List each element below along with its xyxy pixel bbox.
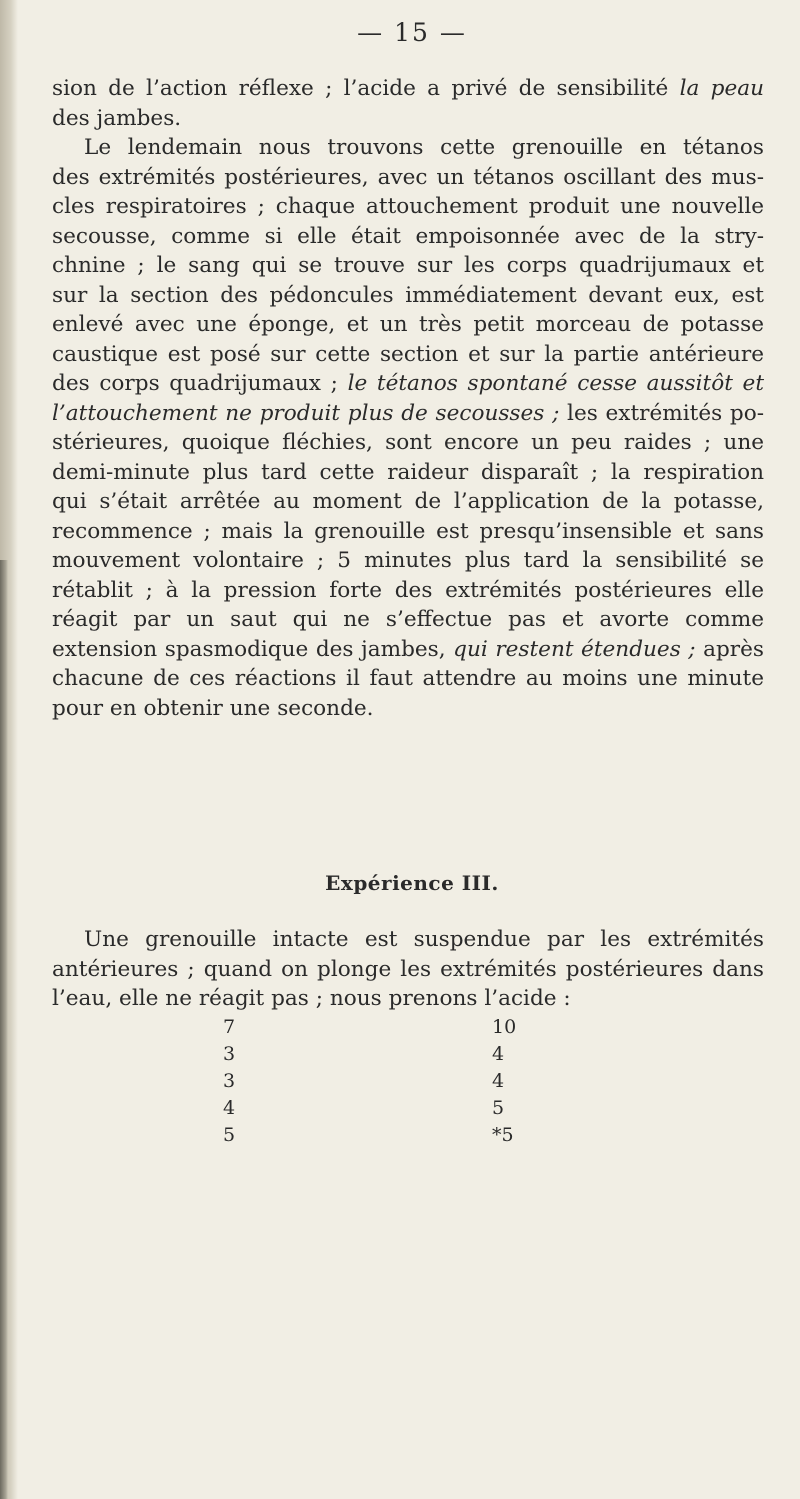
text-segment: des extrémités postérieures, avec un tétanos oscillant des mus-: [52, 164, 764, 190]
text-segment: chacune de ces réactions il faut attendre au moins une minute: [52, 666, 764, 691]
text-line: [52, 281, 764, 311]
text-line: [52, 664, 764, 694]
text-segment: demi-minute plus tard cette raideur disparaît ; la respiration: [52, 459, 764, 485]
text-line: [52, 399, 764, 429]
text-line: [52, 369, 764, 399]
binding-shadow: [0, 560, 8, 1499]
text-segment: recommence ; mais la grenouille est presqu’insensible et sans: [52, 518, 764, 544]
text-line: [52, 310, 764, 340]
number-column-right: [492, 1014, 516, 1149]
text-line: [52, 192, 764, 222]
text-segment: après: [695, 636, 764, 662]
text-line: [52, 104, 764, 134]
text-segment: caustique est posé sur cette section et sur la partie antérieure: [52, 341, 764, 367]
text-segment: mouvement volontaire ; 5 minutes plus tard la sensibilité se: [52, 548, 764, 573]
section-heading: Expérience III.: [325, 871, 499, 895]
text-line: [52, 694, 764, 724]
text-segment: sur la section des pédoncules immédiatement devant eux, est: [52, 282, 764, 308]
number-cell: 4: [492, 1043, 505, 1065]
number-cell: 10: [492, 1016, 517, 1038]
text-segment: enlevé avec une éponge, et un très petit morceau de potasse: [52, 312, 764, 337]
text-segment: pour en obtenir une seconde.: [52, 695, 374, 721]
text-segment: l’eau, elle ne réagit pas ; nous prenons l’acide :: [52, 986, 571, 1011]
text-segment: secousse, comme si elle était empoisonnée avec de la stry-: [52, 223, 764, 249]
text-line: [52, 458, 764, 488]
italic-text: l’attouchement ne produit plus de secousses ;: [52, 400, 560, 426]
paragraph-1: [52, 74, 764, 723]
text-segment: chnine ; le sang qui se trouve sur les corps quadrijumaux et: [52, 253, 764, 278]
text-segment: les extrémités po-: [559, 400, 765, 426]
number-cell: 7: [223, 1016, 236, 1038]
italic-text: qui restent étendues ;: [453, 636, 696, 662]
text-segment: cles respiratoires ; chaque attouchement produit une nouvelle: [52, 194, 764, 219]
paragraph-2: [52, 925, 764, 1014]
number-cell: 5: [223, 1124, 236, 1146]
text-segment: stérieures, quoique fléchies, sont encore un peu raides ; une: [52, 430, 764, 455]
number-cell: 3: [223, 1043, 236, 1065]
text-line: [52, 163, 764, 193]
text-segment: réagit par un saut qui ne s’effectue pas et avorte comme: [52, 607, 764, 632]
text-segment: extension spasmodique des jambes,: [52, 636, 454, 662]
number-column-left: [223, 1014, 235, 1149]
text-segment: Une grenouille intacte est suspendue par les extrémités: [84, 927, 764, 952]
text-line: [52, 428, 764, 458]
text-line: [52, 605, 764, 635]
text-segment: sion de l’action réflexe ; l’acide a privé de sensibilité: [52, 76, 680, 101]
text-line: [52, 925, 764, 955]
text-line: [52, 222, 764, 252]
text-line: [52, 133, 764, 163]
number-cell: 3: [223, 1070, 236, 1092]
text-segment: des jambes.: [52, 105, 182, 131]
text-line: [52, 635, 764, 665]
number-cell: *5: [492, 1124, 514, 1146]
text-segment: qui s’était arrêtée au moment de l’application de la potasse,: [52, 489, 764, 514]
text-line: [52, 251, 764, 281]
text-line: [52, 576, 764, 606]
italic-text: la peau: [679, 76, 765, 101]
text-line: [52, 517, 764, 547]
text-line: [52, 955, 764, 985]
italic-text: le tétanos spontané cesse aussitôt et: [347, 371, 764, 396]
page-number: — 15 —: [357, 18, 467, 47]
number-cell: 4: [492, 1070, 505, 1092]
number-cell: 5: [492, 1097, 505, 1119]
text-segment: rétablit ; à la pression forte des extrémités postérieures elle: [52, 577, 764, 603]
text-line: [52, 74, 764, 104]
text-line: [52, 984, 764, 1014]
text-segment: des corps quadrijumaux ;: [52, 371, 348, 396]
text-segment: antérieures ; quand on plonge les extrémités postérieures dans: [52, 956, 764, 982]
text-line: [52, 487, 764, 517]
text-line: [52, 546, 764, 576]
text-line: [52, 340, 764, 370]
number-cell: 4: [223, 1097, 236, 1119]
text-segment: Le lendemain nous trouvons cette grenouille en tétanos: [84, 135, 764, 160]
